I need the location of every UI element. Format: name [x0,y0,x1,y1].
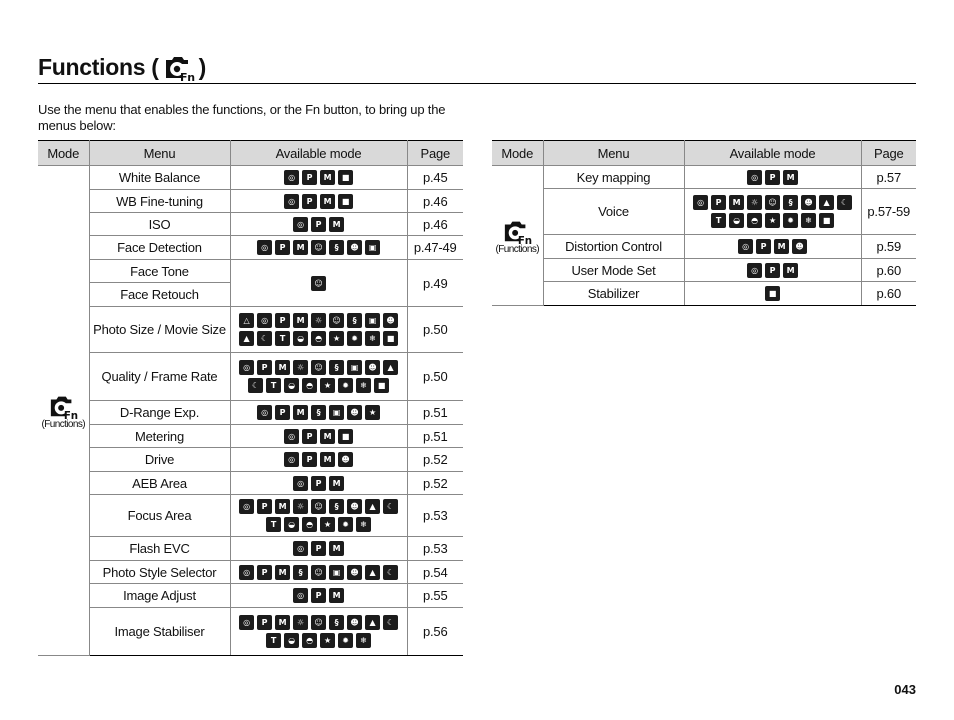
night-mode-icon: ☾ [383,615,398,630]
page-title [38,52,206,82]
mode-label: (Functions) [495,243,539,255]
movie-mode-icon: ■ [765,286,780,301]
table-row [38,561,463,584]
menu-cell: Distortion Control [543,235,684,259]
manual-mode-icon: M [293,313,308,328]
manual-mode-icon: M [329,476,344,491]
page-cell: p.47-49 [407,236,463,260]
title-text: Functions ( [38,53,159,80]
page-cell: p.53 [407,537,463,561]
program-mode-icon: P [756,239,771,254]
portrait-mode-icon: ☻ [347,499,362,514]
functions-mode-icon [502,217,532,245]
table-row [38,401,463,425]
available-mode-cell [230,561,407,584]
smart-auto-mode-icon: ◎ [239,499,254,514]
smart-auto-mode-icon: ◎ [239,615,254,630]
dual-is-mode-icon: § [293,565,308,580]
menu-cell: Focus Area [89,495,230,537]
program-mode-icon: P [311,217,326,232]
smart-auto-mode-icon: ◎ [293,476,308,491]
menu-cell: Key mapping [543,166,684,189]
page-cell: p.55 [407,584,463,608]
scene-mode-icon: ☼ [293,499,308,514]
menu-cell: Photo Style Selector [89,561,230,584]
manual-mode-icon: M [320,170,335,185]
menu-cell: Stabilizer [543,282,684,306]
available-mode-cell [684,166,861,189]
program-mode-icon: P [275,313,290,328]
program-mode-icon: P [257,615,272,630]
menu-cell: WB Fine-tuning [89,190,230,213]
menu-cell: Image Adjust [89,584,230,608]
table-row [492,235,916,259]
menu-cell: AEB Area [89,472,230,495]
col-header-page: Page [861,141,916,166]
page-cell: p.59 [861,235,916,259]
page-cell: p.60 [861,259,916,282]
menu-cell: D-Range Exp. [89,401,230,425]
available-mode-cell [230,537,407,561]
smart-auto-mode-icon: ◎ [293,217,308,232]
manual-mode-icon: M [329,541,344,556]
page-cell: p.57 [861,166,916,189]
menu-cell: Flash EVC [89,537,230,561]
manual-mode-icon: M [783,263,798,278]
menu-cell: Face Tone [89,260,230,283]
functions-table-left [38,140,463,656]
backlight-mode-icon: ★ [320,517,335,532]
text-mode-icon: T [266,633,281,648]
frame-guide-mode-icon: ▣ [365,313,380,328]
dual-is-mode-icon: § [329,240,344,255]
available-mode-cell [684,282,861,306]
program-mode-icon: P [257,360,272,375]
program-mode-icon: P [711,195,726,210]
smart-auto-mode-icon: ◎ [239,565,254,580]
sunset-mode-icon: ◒ [284,378,299,393]
svg-text:Fn: Fn [518,234,533,245]
table-row [38,537,463,561]
page-number: 043 [894,682,916,697]
table-row [492,259,916,282]
sunset-mode-icon: ◒ [284,633,299,648]
sunset-mode-icon: ◒ [284,517,299,532]
frame-guide-mode-icon: ▣ [347,360,362,375]
movie-mode-icon: ■ [819,213,834,228]
page-cell: p.46 [407,190,463,213]
portrait-mode-icon: ☻ [347,240,362,255]
smart-auto-mode-icon: ◎ [747,170,762,185]
sunset-mode-icon: ◒ [293,331,308,346]
smart-auto-mode-icon: ◎ [293,588,308,603]
page-cell: p.54 [407,561,463,584]
smart-auto-mode-icon: ◎ [738,239,753,254]
available-mode-cell [230,353,407,401]
available-mode-cell [230,495,407,537]
firework-mode-icon: ✹ [783,213,798,228]
backlight-mode-icon: ★ [765,213,780,228]
manual-mode-icon: M [275,499,290,514]
program-mode-icon: P [311,588,326,603]
page-cell: p.46 [407,213,463,236]
page-cell: p.60 [861,282,916,306]
smart-auto-mode-icon: ◎ [284,452,299,467]
frame-guide-mode-icon: ▣ [365,240,380,255]
available-mode-cell [230,448,407,472]
available-mode-cell [230,584,407,608]
text-mode-icon: T [266,517,281,532]
program-mode-icon: P [257,565,272,580]
program-mode-icon: P [302,194,317,209]
text-mode-icon: T [266,378,281,393]
landscape-mode-icon: ▲ [365,499,380,514]
night-mode-icon: ☾ [837,195,852,210]
dawn-mode-icon: ◓ [302,633,317,648]
portrait-mode-icon: ☻ [801,195,816,210]
available-mode-cell [230,213,407,236]
available-mode-cell [230,472,407,495]
col-header-mode: Mode [492,141,543,166]
beach-snow-mode-icon: ❄ [356,378,371,393]
portrait-mode-icon: ☻ [792,239,807,254]
dawn-mode-icon: ◓ [747,213,762,228]
frame-guide-mode-icon: ▣ [329,405,344,420]
landscape-mode-icon: ▲ [365,615,380,630]
available-mode-cell [230,190,407,213]
menu-cell: Photo Size / Movie Size [89,307,230,353]
menu-cell: Image Stabiliser [89,608,230,656]
mode-cell [492,166,543,306]
table-row [38,608,463,656]
menu-cell: Drive [89,448,230,472]
available-mode-cell [230,166,407,190]
table-row [38,495,463,537]
menu-cell: Voice [543,189,684,235]
sunset-mode-icon: ◒ [729,213,744,228]
dual-is-mode-icon: § [329,360,344,375]
menu-cell: White Balance [89,166,230,190]
available-mode-cell [230,307,407,353]
smart-auto-mode-icon: ◎ [239,360,254,375]
firework-mode-icon: ✹ [338,517,353,532]
manual-mode-icon: M [293,240,308,255]
dawn-mode-icon: ◓ [302,517,317,532]
menu-cell: Face Detection [89,236,230,260]
svg-text:Fn: Fn [179,71,195,82]
table-row [38,166,463,190]
night-mode-icon: ☾ [248,378,263,393]
mode-label: (Functions) [41,418,85,430]
scene-mode-icon: ☼ [311,313,326,328]
program-mode-icon: P [275,240,290,255]
backlight-mode-icon: ★ [365,405,380,420]
table-row [38,448,463,472]
table-header-row [38,141,463,166]
page-cell: p.56 [407,608,463,656]
available-mode-cell [684,259,861,282]
manual-mode-icon: M [293,405,308,420]
scene-mode-icon: ☼ [293,615,308,630]
scene-mode-icon: ☼ [293,360,308,375]
table-row [38,353,463,401]
portrait-mode-icon: ☻ [347,615,362,630]
firework-mode-icon: ✹ [338,633,353,648]
dual-is-mode-icon: § [329,499,344,514]
manual-mode-icon: M [320,452,335,467]
smart-auto-mode-icon: ◎ [284,194,299,209]
landscape-mode-icon: ▲ [365,565,380,580]
night-mode-icon: ☾ [257,331,272,346]
page-cell: p.52 [407,472,463,495]
table-row [38,307,463,353]
table-row [38,190,463,213]
dual-is-mode-icon: § [311,405,326,420]
portrait-mode-icon: ☻ [365,360,380,375]
svg-text:Fn: Fn [64,409,79,420]
frame-guide-mode-icon: ▣ [329,565,344,580]
landscape-mode-icon: ▲ [819,195,834,210]
firework-mode-icon: ✹ [347,331,362,346]
title-close: ) [198,53,206,80]
movie-mode-icon: ■ [338,194,353,209]
available-mode-cell [230,608,407,656]
manual-mode-icon: M [729,195,744,210]
manual-mode-icon: M [329,217,344,232]
smart-auto-mode-icon: ◎ [257,313,272,328]
menu-cell: Quality / Frame Rate [89,353,230,401]
movie-mode-icon: ■ [374,378,389,393]
page-cell: p.51 [407,401,463,425]
page-cell: p.57-59 [861,189,916,235]
smart-auto-mode-icon: ◎ [284,429,299,444]
program-mode-icon: P [765,263,780,278]
functions-camera-icon [163,52,195,82]
movie-mode-icon: ■ [338,170,353,185]
available-mode-cell [684,235,861,259]
smart-auto-mode-icon: ◎ [284,170,299,185]
col-header-menu: Menu [543,141,684,166]
menu-cell: Metering [89,425,230,448]
page-cell: p.49 [407,260,463,307]
beach-snow-mode-icon: ❄ [356,633,371,648]
page-cell: p.53 [407,495,463,537]
program-mode-icon: P [311,541,326,556]
smart-auto-mode-icon: ◎ [257,240,272,255]
col-header-available: Available mode [230,141,407,166]
beach-snow-mode-icon: ❄ [356,517,371,532]
beach-snow-mode-icon: ❄ [365,331,380,346]
col-header-mode: Mode [38,141,89,166]
table-row [38,213,463,236]
table-header-row [492,141,916,166]
program-mode-icon: P [257,499,272,514]
manual-mode-icon: M [275,360,290,375]
table-row [38,584,463,608]
page-cell: p.50 [407,353,463,401]
functions-mode-icon [48,392,78,420]
text-mode-icon: T [711,213,726,228]
intro-text: Use the menu that enables the functions, or the Fn button, to bring up the menus below: [38,102,446,133]
beauty-shot-mode-icon: ☺ [311,499,326,514]
table-row [492,282,916,306]
backlight-mode-icon: ★ [329,331,344,346]
beauty-shot-mode-icon: ☺ [311,615,326,630]
movie-mode-icon: ■ [383,331,398,346]
table-row [492,166,916,189]
manual-mode-icon: M [320,429,335,444]
program-mode-icon: P [275,405,290,420]
page-cell: p.45 [407,166,463,190]
smart-auto-mode-icon: ◎ [693,195,708,210]
menu-cell: Face Retouch [89,283,230,307]
landscape-mode-icon: ▲ [383,360,398,375]
smart-auto-mode-icon: ◎ [293,541,308,556]
landscape-mode-icon: ▲ [239,331,254,346]
menu-cell: ISO [89,213,230,236]
page-cell: p.51 [407,425,463,448]
portrait-mode-icon: ☻ [383,313,398,328]
available-mode-cell [684,189,861,235]
manual-mode-icon: M [774,239,789,254]
col-header-available: Available mode [684,141,861,166]
functions-table-right [492,140,916,306]
portrait-mode-icon: ☻ [347,565,362,580]
smart-auto-mode-icon: ◎ [747,263,762,278]
beauty-shot-mode-icon: ☺ [329,313,344,328]
program-mode-icon: P [311,476,326,491]
page-cell: p.50 [407,307,463,353]
available-mode-cell [230,236,407,260]
dawn-mode-icon: ◓ [311,331,326,346]
beauty-shot-mode-icon: ☺ [311,360,326,375]
scene-mode-icon: ☼ [747,195,762,210]
backlight-mode-icon: ★ [320,378,335,393]
dual-is-mode-icon: § [329,615,344,630]
beauty-shot-mode-icon: ☺ [311,565,326,580]
beauty-shot-mode-icon: ☺ [311,240,326,255]
manual-mode-icon: M [320,194,335,209]
smart-auto-mode-icon: ◎ [257,405,272,420]
program-mode-icon: P [302,170,317,185]
mode-cell [38,166,89,656]
page-cell: p.52 [407,448,463,472]
dual-is-mode-icon: § [783,195,798,210]
available-mode-cell [230,425,407,448]
movie-mode-icon: ■ [338,429,353,444]
table-row [38,472,463,495]
manual-mode-icon: M [783,170,798,185]
firework-mode-icon: ✹ [338,378,353,393]
program-mode-icon: P [765,170,780,185]
table-row [492,189,916,235]
beauty-shot-mode-icon: ☺ [311,276,326,291]
col-header-menu: Menu [89,141,230,166]
night-mode-icon: ☾ [383,499,398,514]
program-mode-icon: P [302,429,317,444]
auto-mode-icon: △ [239,313,254,328]
manual-mode-icon: M [275,565,290,580]
portrait-mode-icon: ☻ [347,405,362,420]
manual-mode-icon: M [329,588,344,603]
night-mode-icon: ☾ [383,565,398,580]
table-row [38,236,463,260]
text-mode-icon: T [275,331,290,346]
table-row [38,260,463,283]
backlight-mode-icon: ★ [320,633,335,648]
available-mode-cell [230,401,407,425]
portrait-mode-icon: ☻ [338,452,353,467]
dawn-mode-icon: ◓ [302,378,317,393]
beach-snow-mode-icon: ❄ [801,213,816,228]
col-header-page: Page [407,141,463,166]
title-rule [38,83,916,84]
program-mode-icon: P [302,452,317,467]
beauty-shot-mode-icon: ☺ [765,195,780,210]
manual-mode-icon: M [275,615,290,630]
dual-is-mode-icon: § [347,313,362,328]
menu-cell: User Mode Set [543,259,684,282]
table-row [38,425,463,448]
available-mode-cell [230,260,407,307]
